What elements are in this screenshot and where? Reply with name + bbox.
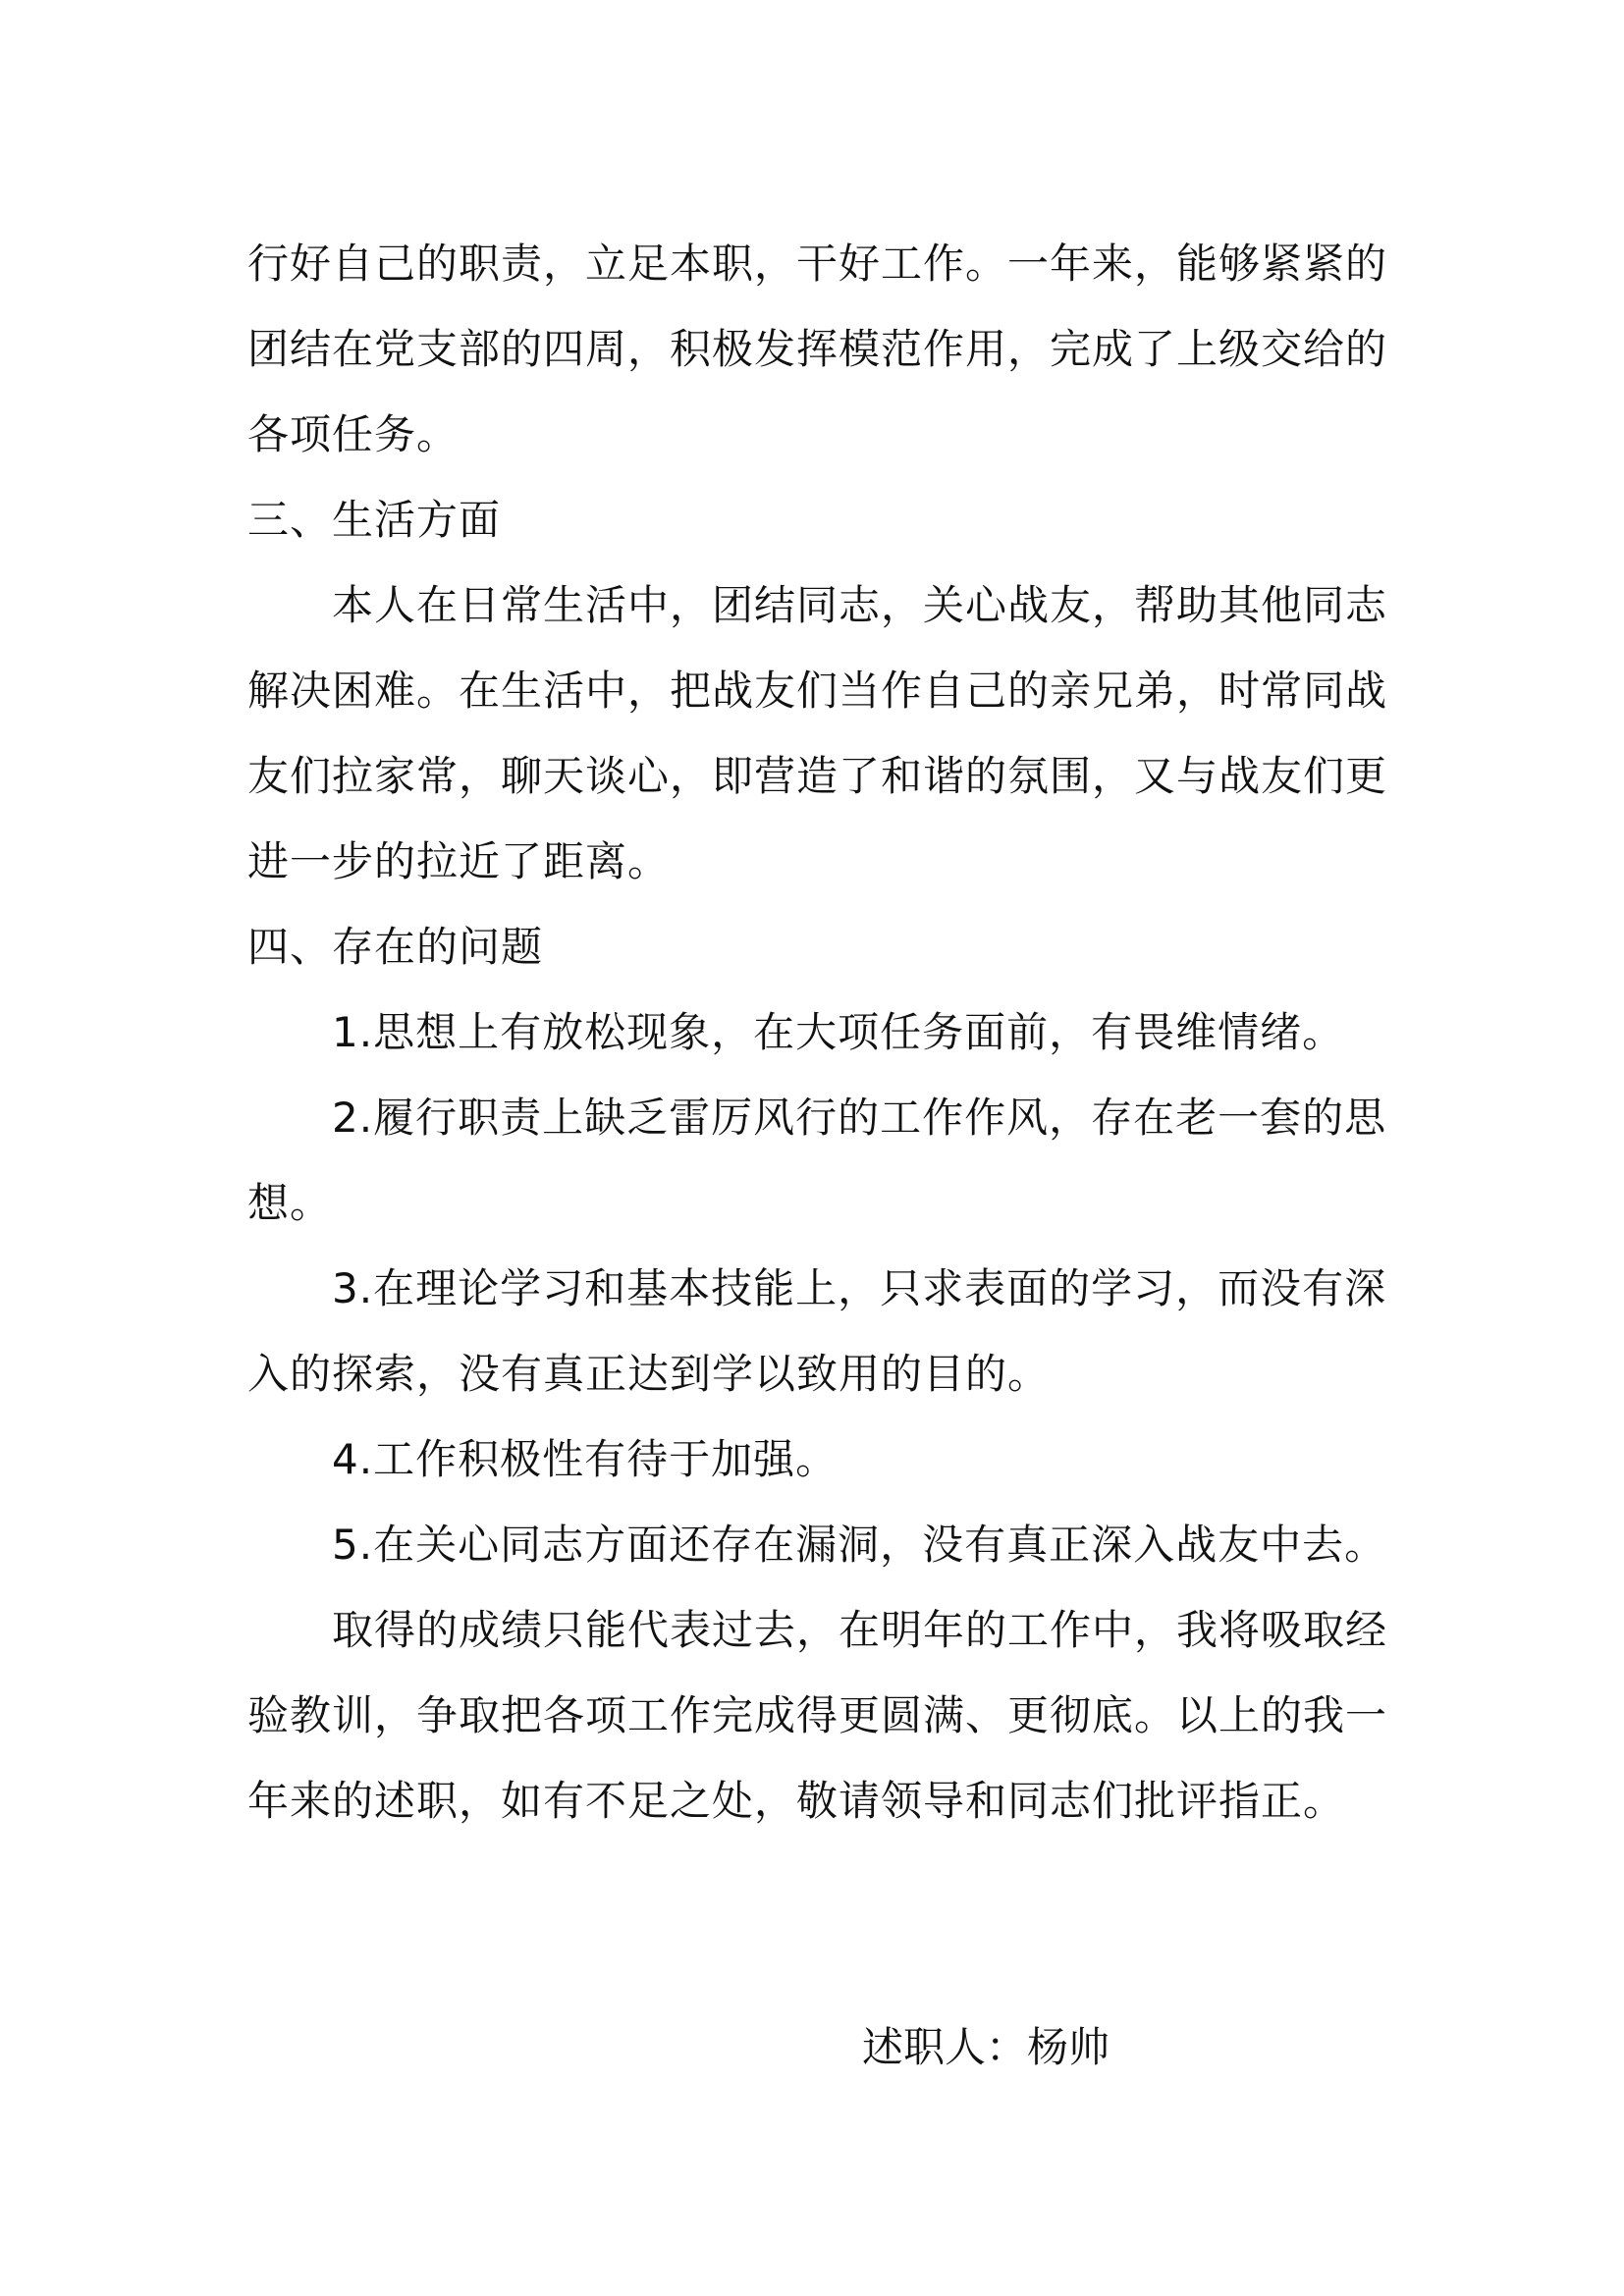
paragraph-duty-continuation: 行好自己的职责，立足本职，干好工作。一年来，能够紧紧的团结在党支部的四周，积极发挥模范作用，完成了上级交给的各项任务。	[247, 240, 1388, 458]
paragraph-life: 本人在日常生活中，团结同志，关心战友，帮助其他同志解决困难。在生活中，把战友们当作自己的亲兄弟，时常同战友们拉家常，聊天谈心，即营造了和谐的氛围，又与战友们更进一步的拉近了距离。	[247, 581, 1388, 885]
section-heading-problems: 四、存在的问题	[247, 923, 544, 971]
paragraph-problem-4: 4.工作积极性有待于加强。	[332, 1435, 839, 1483]
paragraph-problem-1: 1.思想上有放松现象，在大项任务面前，有畏维情绪。	[332, 1008, 1345, 1056]
signature-line: 述职人：杨帅	[862, 2023, 1110, 2071]
paragraph-problem-2: 2.履行职责上缺乏雷厉风行的工作作风，存在老一套的思想。	[247, 1094, 1387, 1227]
section-heading-life: 三、生活方面	[247, 496, 502, 544]
paragraph-closing: 取得的成绩只能代表过去，在明年的工作中，我将吸取经验教训，争取把各项工作完成得更圆满、更彻底。以上的我一年来的述职，如有不足之处，敬请领导和同志们批评指正。	[247, 1606, 1388, 1825]
paragraph-problem-3: 3.在理论学习和基本技能上，只求表面的学习，而没有深入的探索，没有真正达到学以致用的目的。	[247, 1264, 1387, 1398]
document-body	[247, 221, 1406, 1843]
paragraph-problem-5: 5.在关心同志方面还存在漏洞，没有真正深入战友中去。	[332, 1521, 1387, 1569]
